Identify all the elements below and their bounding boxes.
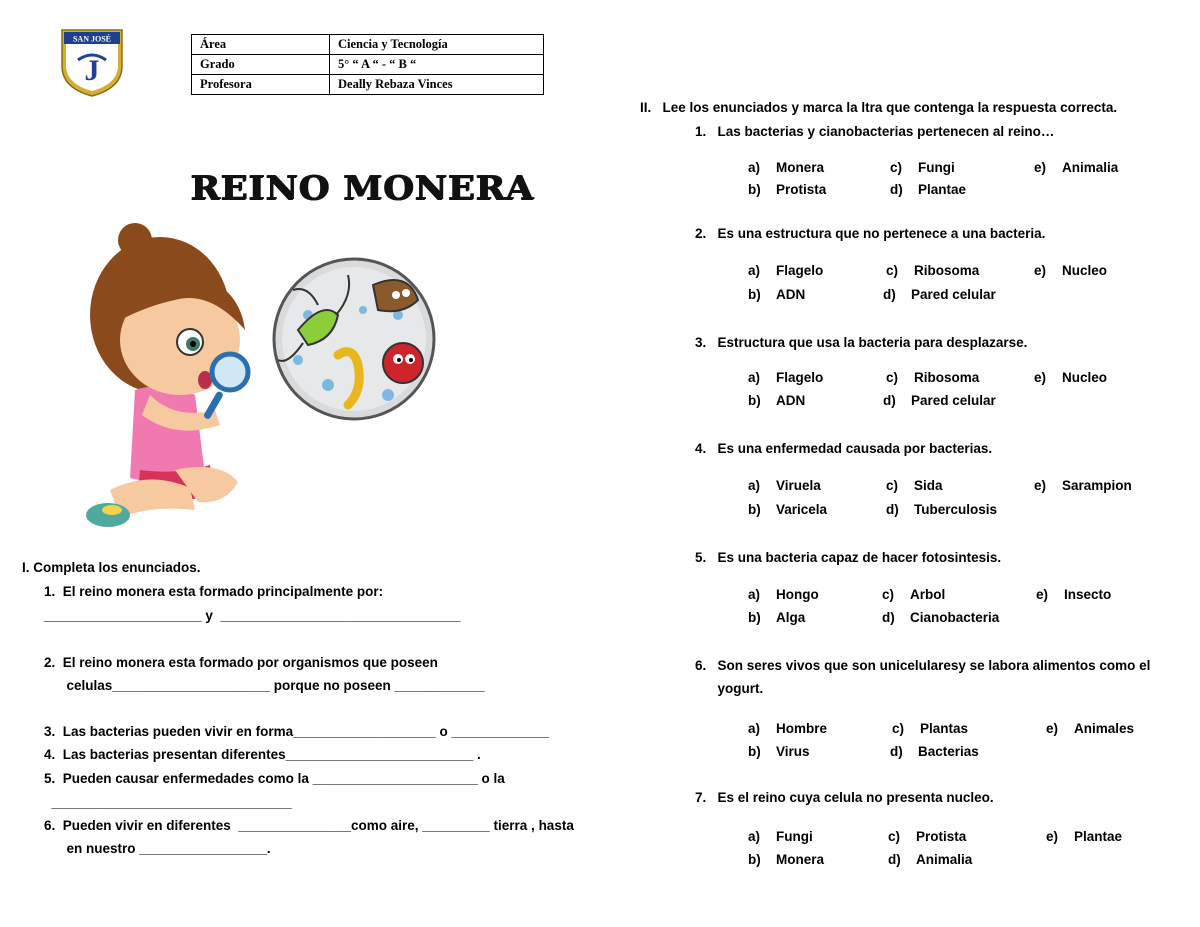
question-1: 1. Las bacterias y cianobacterias pertenecen al reino…	[695, 124, 1055, 139]
part1-line: 5. Pueden causar enfermedades como la ______________________ o la	[44, 771, 505, 786]
header-value: 5° “ A “ - “ B “	[330, 55, 544, 75]
question-7: 7. Es el reino cuya celula no presenta nucleo.	[695, 790, 994, 805]
option-2b: b) ADN	[748, 287, 806, 302]
option-5a: a) Hongo	[748, 587, 819, 602]
part1-heading: I. Completa los enunciados.	[22, 560, 201, 575]
part1-line: 2. El reino monera esta formado por organismos que poseen	[44, 655, 438, 670]
header-label: Grado	[192, 55, 330, 75]
option-4a: a) Viruela	[748, 478, 821, 493]
header-value: Ciencia y Tecnología	[330, 35, 544, 55]
option-7c: c) Protista	[888, 829, 967, 844]
option-6e: e) Animales	[1046, 721, 1135, 736]
option-1a: a) Monera	[748, 160, 825, 175]
part1-line: 3. Las bacterias pueden vivir en forma___________________ o _____________	[44, 724, 550, 739]
header-row-area	[192, 35, 544, 55]
option-7e: e) Plantae	[1046, 829, 1123, 844]
option-2e: e) Nucleo	[1034, 263, 1108, 278]
header-label: Profesora	[192, 75, 330, 95]
option-6a: a) Hombre	[748, 721, 828, 736]
option-2c: c) Ribosoma	[886, 263, 980, 278]
option-1e: e) Animalia	[1034, 160, 1119, 175]
question-4: 4. Es una enfermedad causada por bacterias.	[695, 441, 993, 456]
option-5d: d) Cianobacteria	[882, 610, 1000, 625]
question-6: 6. Son seres vivos que son unicelularesy se labora alimentos como el	[695, 658, 1151, 673]
logo-text: SAN JOSÉ	[72, 34, 112, 44]
question-5: 5. Es una bacteria capaz de hacer fotosintesis.	[695, 550, 1002, 565]
girl-magnifier-illustration	[80, 220, 255, 540]
header-row-profesora	[192, 75, 544, 95]
question-2: 2. Es una estructura que no pertenece a una bacteria.	[695, 226, 1046, 241]
page-title: REINO MONERA	[190, 168, 534, 207]
option-5c: c) Arbol	[882, 587, 946, 602]
option-4c: c) Sida	[886, 478, 943, 493]
option-6b: b) Virus	[748, 744, 810, 759]
option-4e: e) Sarampion	[1034, 478, 1132, 493]
part1-line: 1. El reino monera esta formado principalmente por:	[44, 584, 384, 599]
question-6-cont: yogurt.	[695, 681, 764, 696]
option-4d: d) Tuberculosis	[886, 502, 998, 517]
option-7a: a) Fungi	[748, 829, 813, 844]
header-table	[191, 34, 544, 95]
school-logo	[60, 28, 124, 98]
logo-monogram: J	[84, 54, 100, 87]
option-6c: c) Plantas	[892, 721, 969, 736]
option-2d: d) Pared celular	[883, 287, 996, 302]
option-5b: b) Alga	[748, 610, 806, 625]
part1-line: en nuestro _________________.	[44, 841, 271, 856]
option-6d: d) Bacterias	[890, 744, 979, 759]
question-3: 3. Estructura que usa la bacteria para desplazarse.	[695, 335, 1028, 350]
part1-line: 6. Pueden vivir en diferentes _______________como aire, _________ tierra , hasta	[44, 818, 574, 833]
option-7d: d) Animalia	[888, 852, 973, 867]
part1-line: _____________________ y ________________________________	[44, 608, 461, 623]
option-3c: c) Ribosoma	[886, 370, 980, 385]
option-1c: c) Fungi	[890, 160, 955, 175]
header-value: Deally Rebaza Vinces	[330, 75, 544, 95]
part1-line: ________________________________	[44, 795, 292, 810]
option-3d: d) Pared celular	[883, 393, 996, 408]
part2-heading: II. Lee los enunciados y marca la ltra que contenga la respuesta correcta.	[640, 100, 1118, 115]
option-7b: b) Monera	[748, 852, 825, 867]
option-1d: d) Plantae	[890, 182, 967, 197]
option-1b: b) Protista	[748, 182, 827, 197]
header-row-grado	[192, 55, 544, 75]
header-label: Área	[192, 35, 330, 55]
bacteria-cell-illustration	[268, 255, 440, 423]
option-3a: a) Flagelo	[748, 370, 824, 385]
option-2a: a) Flagelo	[748, 263, 824, 278]
option-3b: b) ADN	[748, 393, 806, 408]
option-5e: e) Insecto	[1036, 587, 1112, 602]
part1-line: 4. Las bacterias presentan diferentes_________________________ .	[44, 747, 481, 762]
option-4b: b) Varicela	[748, 502, 828, 517]
part1-line: celulas_____________________ porque no poseen ____________	[44, 678, 485, 693]
option-3e: e) Nucleo	[1034, 370, 1108, 385]
